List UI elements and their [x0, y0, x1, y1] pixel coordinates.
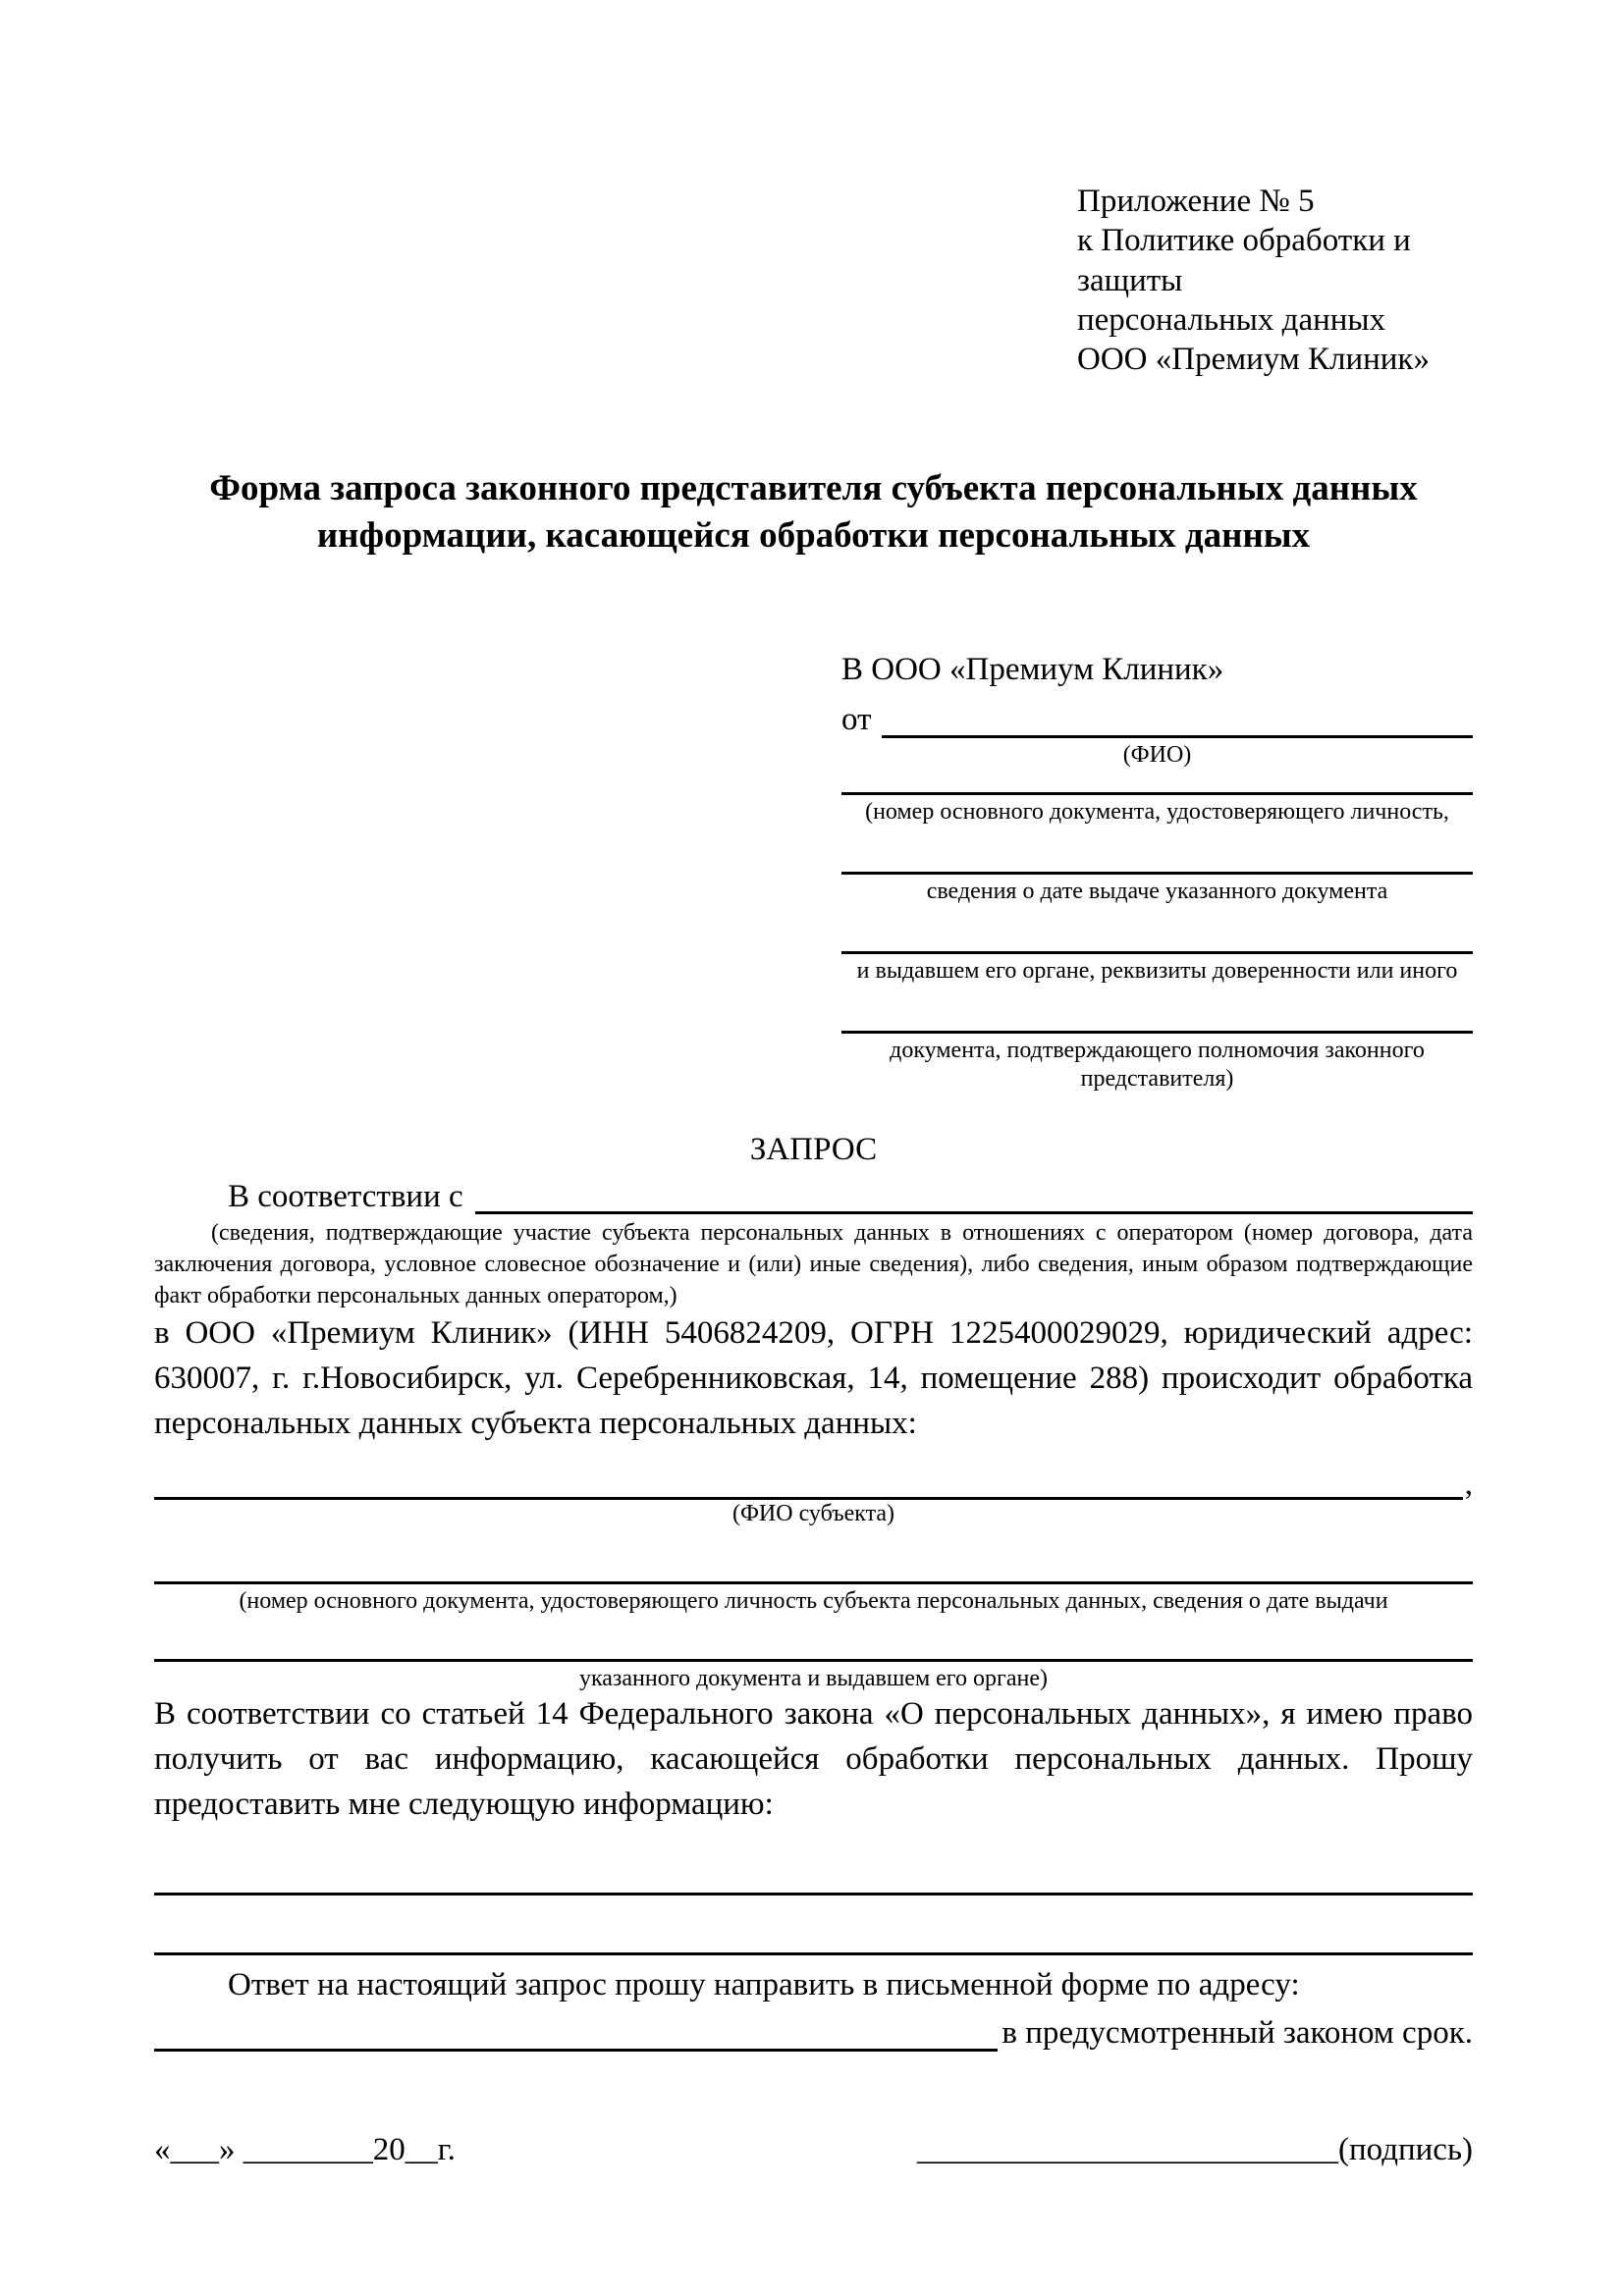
subject-doc-caption-2: указанного документа и выдавшем его органе) — [578, 1665, 1049, 1691]
appendix-block — [1077, 182, 1473, 379]
title-line-2: информации, касающейся обработки персональных данных — [316, 515, 1311, 557]
from-blank-line — [882, 735, 1474, 738]
intro-caption: (сведения, подтверждающие участие субъекта персональных данных в отношениях с оператором (номер договора, дата заключения договора, условное словесное обозначение и (или) иные сведения), либо сведения, иным образом подтверждающие факт обработки персональных данных оператором,) — [154, 1220, 1473, 1308]
signature-caption: (подпись) — [1338, 2131, 1473, 2167]
rep-doc-caption: (номер основного документа, удостоверяющего личность, — [865, 799, 1449, 826]
operator-paragraph: в ООО «Премиум Клиник» (ИНН 5406824209, ОГРН 1225400029029, юридический адрес: 630007, г. г.Новосибирск, ул. Серебренниковская, 14, помещение 288) происходит обработка персональных данных субъекта персональных данных: — [154, 1315, 1473, 1442]
rep-doc-caption: документа, подтверждающего полномочия законного представителя) — [890, 1037, 1425, 1092]
signature-field — [917, 2128, 1473, 2173]
address-field — [154, 2008, 1473, 2052]
title-line-1: Форма запроса законного представителя субъекта персональных данных — [209, 468, 1418, 509]
signature-row — [154, 2128, 1473, 2173]
appendix-line: к Политике обработки и защиты — [1077, 223, 1411, 298]
rep-doc-blank-line — [841, 827, 1473, 875]
subject-doc-caption-1: (номер основного документа, удостоверяющего личность субъекта персональных данных, сведения о дате выдачи — [239, 1587, 1388, 1614]
subject-fio-caption: (ФИО субъекта) — [731, 1500, 895, 1526]
appendix-line: Приложение № 5 — [1077, 184, 1315, 219]
rep-doc-blank-line — [841, 906, 1473, 954]
document-title — [154, 465, 1473, 560]
addressee-organization: В ООО «Премиум Клиник» — [841, 652, 1224, 688]
info-blank-line — [154, 1845, 1473, 1896]
appendix-line: персональных данных — [1077, 301, 1386, 338]
rep-doc-caption: сведения о дате выдаче указанного документа — [926, 879, 1388, 905]
subject-doc-blank-line — [154, 1616, 1473, 1662]
rep-doc-caption: и выдавшем его органе, реквизиты доверенности или иного — [856, 958, 1458, 985]
law-paragraph: В соответствии со статьей 14 Федерального закона «О персональных данных», я имею право получить от вас информацию, касающейся обработки персональных данных. Прошу предоставить мне следующую информацию: — [154, 1696, 1473, 1823]
rep-doc-blank-line — [841, 986, 1473, 1034]
address-blank-line — [154, 2049, 998, 2052]
subject-fio-field — [154, 1461, 1473, 1503]
from-field — [841, 697, 1473, 738]
from-label: от — [841, 702, 872, 738]
request-heading: ЗАПРОС — [749, 1132, 878, 1168]
answer-paragraph: Ответ на настоящий запрос прошу направить в письменной форме по адресу: — [228, 1966, 1300, 2002]
intro-blank-line — [475, 1211, 1473, 1214]
appendix-line: ООО «Премиум Клиник» — [1077, 342, 1430, 377]
intro-field — [154, 1173, 1473, 1214]
answer-tail-text: в предусмотренный законом срок. — [1001, 2015, 1473, 2052]
intro-label: В соответствии с — [228, 1179, 463, 1215]
rep-doc-blank-line — [841, 769, 1473, 795]
info-blank-line — [154, 1896, 1473, 1955]
subject-doc-blank-line — [154, 1540, 1473, 1584]
addressee-block — [841, 650, 1473, 1093]
signature-blank-line: __________________________ — [917, 2131, 1338, 2167]
fio-caption: (ФИО) — [1122, 741, 1192, 768]
subject-fio-comma: , — [1464, 1467, 1473, 1503]
date-field: «___» ________20__г. — [154, 2131, 456, 2167]
